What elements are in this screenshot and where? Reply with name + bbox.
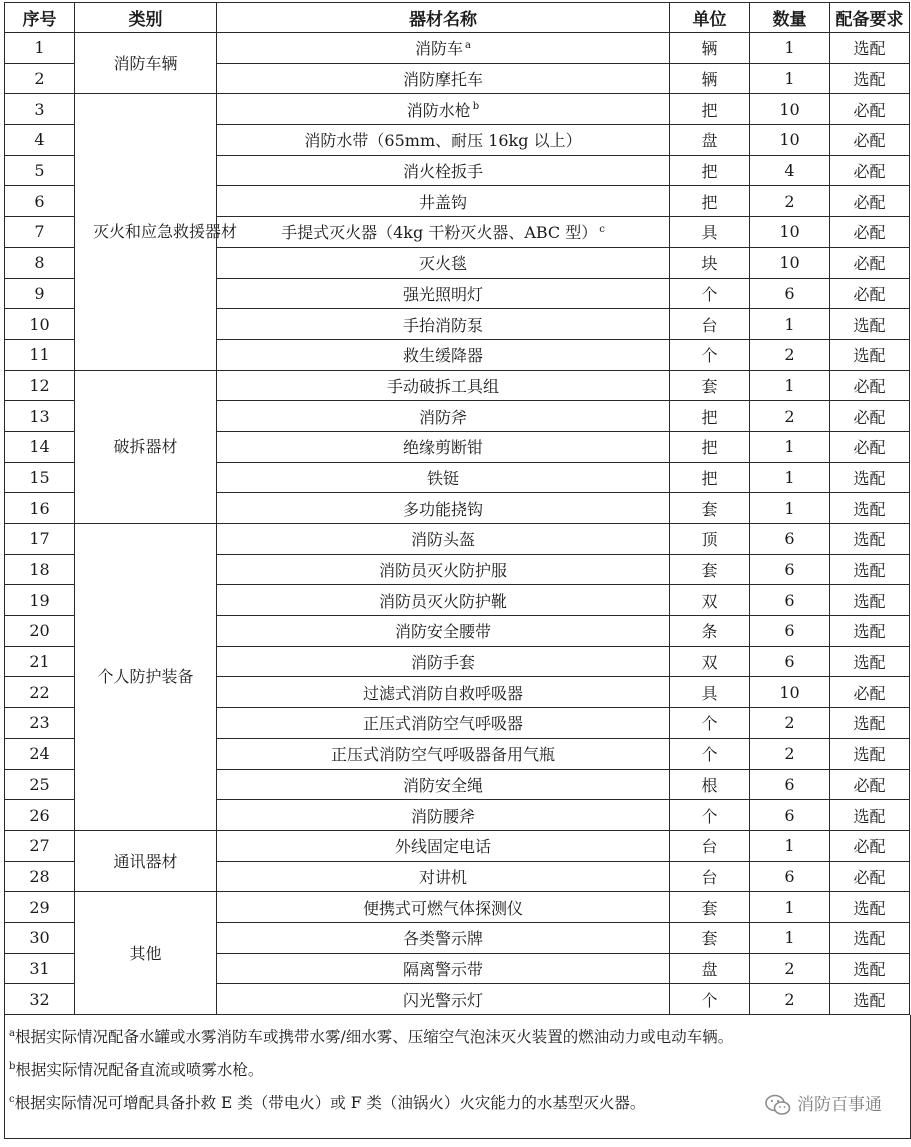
- unit-cell: 把: [670, 155, 750, 186]
- equipment-name-text: 消防水带（65mm、耐压 16kg 以上）: [304, 131, 582, 151]
- equipment-name: [217, 278, 670, 309]
- category-cell: 通讯器材: [75, 830, 217, 891]
- requirement-cell: 选配: [830, 738, 910, 769]
- quantity-cell: 1: [750, 493, 830, 524]
- requirement-cell: 选配: [830, 339, 910, 370]
- equipment-name-text: 绝缘剪断钳: [402, 438, 483, 458]
- quantity-cell: 2: [750, 401, 830, 432]
- table-body: [5, 33, 910, 1015]
- requirement-cell: 必配: [830, 155, 910, 186]
- unit-cell: 套: [670, 370, 750, 401]
- requirement-cell: 选配: [830, 33, 910, 64]
- unit-cell: 台: [670, 309, 750, 340]
- quantity-cell: 10: [750, 217, 830, 248]
- equipment-name-text: 便携式可燃气体探测仪: [362, 898, 523, 918]
- row-index: 31: [5, 953, 75, 984]
- quantity-cell: 6: [750, 616, 830, 647]
- unit-cell: 根: [670, 769, 750, 800]
- category-cell: 破拆器材: [75, 370, 217, 523]
- equipment-name-text: 过滤式消防自救呼吸器: [362, 683, 523, 703]
- row-index: 5: [5, 155, 75, 186]
- equipment-table: [4, 2, 910, 1015]
- requirement-cell: 必配: [830, 769, 910, 800]
- requirement-cell: 必配: [830, 830, 910, 861]
- table-row: [5, 830, 910, 861]
- unit-cell: 双: [670, 585, 750, 616]
- unit-cell: 盘: [670, 953, 750, 984]
- equipment-name-text: 消防摩托车: [402, 70, 483, 90]
- equipment-name-text: 多功能挠钩: [402, 499, 483, 519]
- row-index: 11: [5, 339, 75, 370]
- category-cell: 灭火和应急救援器材: [75, 94, 217, 370]
- equipment-name: [217, 155, 670, 186]
- table-row: [5, 370, 910, 401]
- unit-cell: 把: [670, 186, 750, 217]
- unit-cell: 把: [670, 94, 750, 125]
- equipment-name-text: 各类警示牌: [402, 929, 483, 949]
- requirement-cell: 选配: [830, 984, 910, 1015]
- equipment-name-text: 消防员灭火防护服: [378, 561, 507, 581]
- row-index: 26: [5, 800, 75, 831]
- requirement-cell: 必配: [830, 125, 910, 156]
- unit-cell: 套: [670, 892, 750, 923]
- equipment-name: [217, 125, 670, 156]
- footnote-marker: c: [599, 224, 605, 236]
- equipment-name: [217, 922, 670, 953]
- table-row: [5, 33, 910, 64]
- unit-cell: 台: [670, 861, 750, 892]
- equipment-name-text: 消防斧: [418, 407, 467, 427]
- requirement-cell: 必配: [830, 278, 910, 309]
- requirement-cell: 选配: [830, 585, 910, 616]
- equipment-table-container: [4, 2, 909, 1139]
- equipment-name-text: 救生缓降器: [402, 346, 483, 366]
- quantity-cell: 2: [750, 738, 830, 769]
- quantity-cell: 2: [750, 339, 830, 370]
- equipment-name: [217, 370, 670, 401]
- quantity-cell: 6: [750, 554, 830, 585]
- unit-cell: 把: [670, 462, 750, 493]
- equipment-name: [217, 738, 670, 769]
- equipment-name-text: 手动破拆工具组: [386, 376, 499, 396]
- quantity-cell: 1: [750, 431, 830, 462]
- equipment-name: [217, 309, 670, 340]
- row-index: 28: [5, 861, 75, 892]
- header-index: 序号: [5, 3, 75, 33]
- header-category: 类别: [75, 3, 217, 33]
- requirement-cell: 选配: [830, 493, 910, 524]
- row-index: 12: [5, 370, 75, 401]
- requirement-cell: 必配: [830, 431, 910, 462]
- row-index: 8: [5, 247, 75, 278]
- wechat-icon: [765, 1094, 791, 1116]
- unit-cell: 个: [670, 738, 750, 769]
- quantity-cell: 6: [750, 769, 830, 800]
- equipment-name-text: 隔离警示带: [402, 959, 483, 979]
- requirement-cell: 必配: [830, 186, 910, 217]
- footnote-c: $^c$根据实际情况可增配具备扑救 E 类（带电火）或 F 类（油锅火）火灾能力的水基型灭火器。: [9, 1094, 646, 1113]
- equipment-name-text: 消防车: [415, 39, 464, 59]
- equipment-name: [217, 616, 670, 647]
- quantity-cell: 1: [750, 830, 830, 861]
- unit-cell: 顶: [670, 524, 750, 555]
- equipment-name: [217, 861, 670, 892]
- equipment-name-text: 正压式消防空气呼吸器备用气瓶: [330, 745, 555, 765]
- equipment-name-text: 对讲机: [418, 867, 467, 887]
- equipment-name-text: 消防安全腰带: [394, 622, 491, 642]
- row-index: 3: [5, 94, 75, 125]
- quantity-cell: 1: [750, 63, 830, 94]
- equipment-name: [217, 769, 670, 800]
- table-header-row: [5, 3, 910, 33]
- row-index: 32: [5, 984, 75, 1015]
- category-cell: 消防车辆: [75, 33, 217, 94]
- requirement-cell: 必配: [830, 247, 910, 278]
- quantity-cell: 1: [750, 309, 830, 340]
- equipment-name-text: 手提式灭火器（4kg 干粉灭火器、ABC 型）: [281, 223, 598, 243]
- equipment-name: [217, 953, 670, 984]
- quantity-cell: 6: [750, 861, 830, 892]
- row-index: 30: [5, 922, 75, 953]
- equipment-name: [217, 401, 670, 432]
- equipment-name-text: 外线固定电话: [394, 837, 491, 857]
- row-index: 29: [5, 892, 75, 923]
- row-index: 14: [5, 431, 75, 462]
- row-index: 18: [5, 554, 75, 585]
- quantity-cell: 6: [750, 646, 830, 677]
- unit-cell: 具: [670, 677, 750, 708]
- equipment-name-text: 正压式消防空气呼吸器: [362, 714, 523, 734]
- table-row: [5, 94, 910, 125]
- quantity-cell: 1: [750, 370, 830, 401]
- quantity-cell: 2: [750, 186, 830, 217]
- unit-cell: 个: [670, 708, 750, 739]
- row-index: 24: [5, 738, 75, 769]
- requirement-cell: 选配: [830, 616, 910, 647]
- quantity-cell: 1: [750, 33, 830, 64]
- unit-cell: 把: [670, 401, 750, 432]
- row-index: 17: [5, 524, 75, 555]
- footnote-a: $^a$根据实际情况配备水罐或水雾消防车或携带水雾/细水雾、压缩空气泡沫灭火装置的燃油动力或电动车辆。: [9, 1028, 734, 1047]
- header-requirement: 配备要求: [830, 3, 910, 33]
- quantity-cell: 6: [750, 800, 830, 831]
- quantity-cell: 6: [750, 585, 830, 616]
- requirement-cell: 必配: [830, 370, 910, 401]
- equipment-name: [217, 339, 670, 370]
- row-index: 6: [5, 186, 75, 217]
- row-index: 13: [5, 401, 75, 432]
- row-index: 7: [5, 217, 75, 248]
- equipment-name: [217, 94, 670, 125]
- row-index: 21: [5, 646, 75, 677]
- quantity-cell: 2: [750, 953, 830, 984]
- table-row: [5, 524, 910, 555]
- equipment-name-text: 强光照明灯: [402, 284, 483, 304]
- requirement-cell: 选配: [830, 554, 910, 585]
- requirement-cell: 必配: [830, 861, 910, 892]
- row-index: 23: [5, 708, 75, 739]
- row-index: 1: [5, 33, 75, 64]
- equipment-name: [217, 63, 670, 94]
- row-index: 9: [5, 278, 75, 309]
- row-index: 22: [5, 677, 75, 708]
- unit-cell: 把: [670, 431, 750, 462]
- requirement-cell: 选配: [830, 524, 910, 555]
- quantity-cell: 10: [750, 125, 830, 156]
- equipment-name: [217, 493, 670, 524]
- equipment-name: [217, 186, 670, 217]
- equipment-name: [217, 646, 670, 677]
- equipment-name: [217, 677, 670, 708]
- equipment-name: [217, 830, 670, 861]
- requirement-cell: 选配: [830, 800, 910, 831]
- quantity-cell: 10: [750, 94, 830, 125]
- header-quantity: 数量: [750, 3, 830, 33]
- quantity-cell: 4: [750, 155, 830, 186]
- requirement-cell: 选配: [830, 892, 910, 923]
- quantity-cell: 1: [750, 892, 830, 923]
- requirement-cell: 必配: [830, 217, 910, 248]
- unit-cell: 双: [670, 646, 750, 677]
- requirement-cell: 必配: [830, 677, 910, 708]
- requirement-cell: 选配: [830, 646, 910, 677]
- equipment-name: [217, 33, 670, 64]
- footnote-marker: b: [472, 101, 480, 113]
- quantity-cell: 6: [750, 278, 830, 309]
- quantity-cell: 2: [750, 984, 830, 1015]
- row-index: 25: [5, 769, 75, 800]
- equipment-name-text: 手抬消防泵: [402, 315, 483, 335]
- equipment-name-text: 消防安全绳: [402, 775, 483, 795]
- unit-cell: 套: [670, 493, 750, 524]
- watermark-text: 消防百事通: [797, 1095, 882, 1115]
- footnote-b: $^b$根据实际情况配备直流或喷雾水枪。: [9, 1061, 264, 1080]
- equipment-name-text: 消火栓扳手: [402, 162, 483, 182]
- row-index: 2: [5, 63, 75, 94]
- equipment-name: [217, 247, 670, 278]
- equipment-name-text: 消防员灭火防护靴: [378, 591, 507, 611]
- row-index: 10: [5, 309, 75, 340]
- equipment-name: [217, 984, 670, 1015]
- header-unit: 单位: [670, 3, 750, 33]
- equipment-name: [217, 585, 670, 616]
- unit-cell: 辆: [670, 63, 750, 94]
- equipment-name-text: 消防水枪: [406, 100, 471, 120]
- unit-cell: 个: [670, 800, 750, 831]
- requirement-cell: 必配: [830, 401, 910, 432]
- row-index: 27: [5, 830, 75, 861]
- equipment-name: [217, 431, 670, 462]
- quantity-cell: 6: [750, 524, 830, 555]
- table-row: [5, 892, 910, 923]
- equipment-name: [217, 524, 670, 555]
- requirement-cell: 选配: [830, 708, 910, 739]
- unit-cell: 盘: [670, 125, 750, 156]
- equipment-name-text: 消防头盔: [410, 530, 475, 550]
- equipment-name: [217, 554, 670, 585]
- equipment-name-text: 井盖钩: [418, 192, 467, 212]
- category-cell: 其他: [75, 892, 217, 1015]
- unit-cell: 台: [670, 830, 750, 861]
- unit-cell: 条: [670, 616, 750, 647]
- row-index: 16: [5, 493, 75, 524]
- equipment-name: [217, 217, 670, 248]
- quantity-cell: 2: [750, 708, 830, 739]
- unit-cell: 套: [670, 922, 750, 953]
- requirement-cell: 必配: [830, 94, 910, 125]
- equipment-name-text: 消防手套: [410, 653, 475, 673]
- header-equipment-name: 器材名称: [217, 3, 670, 33]
- unit-cell: 块: [670, 247, 750, 278]
- row-index: 4: [5, 125, 75, 156]
- footnotes: [4, 1015, 911, 1139]
- row-index: 19: [5, 585, 75, 616]
- quantity-cell: 1: [750, 922, 830, 953]
- unit-cell: 个: [670, 339, 750, 370]
- requirement-cell: 选配: [830, 309, 910, 340]
- equipment-name-text: 消防腰斧: [410, 806, 475, 826]
- unit-cell: 个: [670, 278, 750, 309]
- unit-cell: 个: [670, 984, 750, 1015]
- watermark: [765, 1090, 882, 1120]
- unit-cell: 具: [670, 217, 750, 248]
- quantity-cell: 10: [750, 247, 830, 278]
- unit-cell: 套: [670, 554, 750, 585]
- requirement-cell: 选配: [830, 462, 910, 493]
- row-index: 20: [5, 616, 75, 647]
- footnote-marker: a: [465, 40, 471, 52]
- requirement-cell: 选配: [830, 922, 910, 953]
- equipment-name: [217, 800, 670, 831]
- requirement-cell: 选配: [830, 63, 910, 94]
- equipment-name-text: 铁铤: [426, 468, 459, 488]
- equipment-name: [217, 708, 670, 739]
- category-cell: 个人防护装备: [75, 524, 217, 831]
- quantity-cell: 10: [750, 677, 830, 708]
- row-index: 15: [5, 462, 75, 493]
- requirement-cell: 选配: [830, 953, 910, 984]
- quantity-cell: 1: [750, 462, 830, 493]
- equipment-name: [217, 462, 670, 493]
- equipment-name: [217, 892, 670, 923]
- equipment-name-text: 闪光警示灯: [402, 990, 483, 1010]
- equipment-name-text: 灭火毯: [418, 254, 467, 274]
- unit-cell: 辆: [670, 33, 750, 64]
